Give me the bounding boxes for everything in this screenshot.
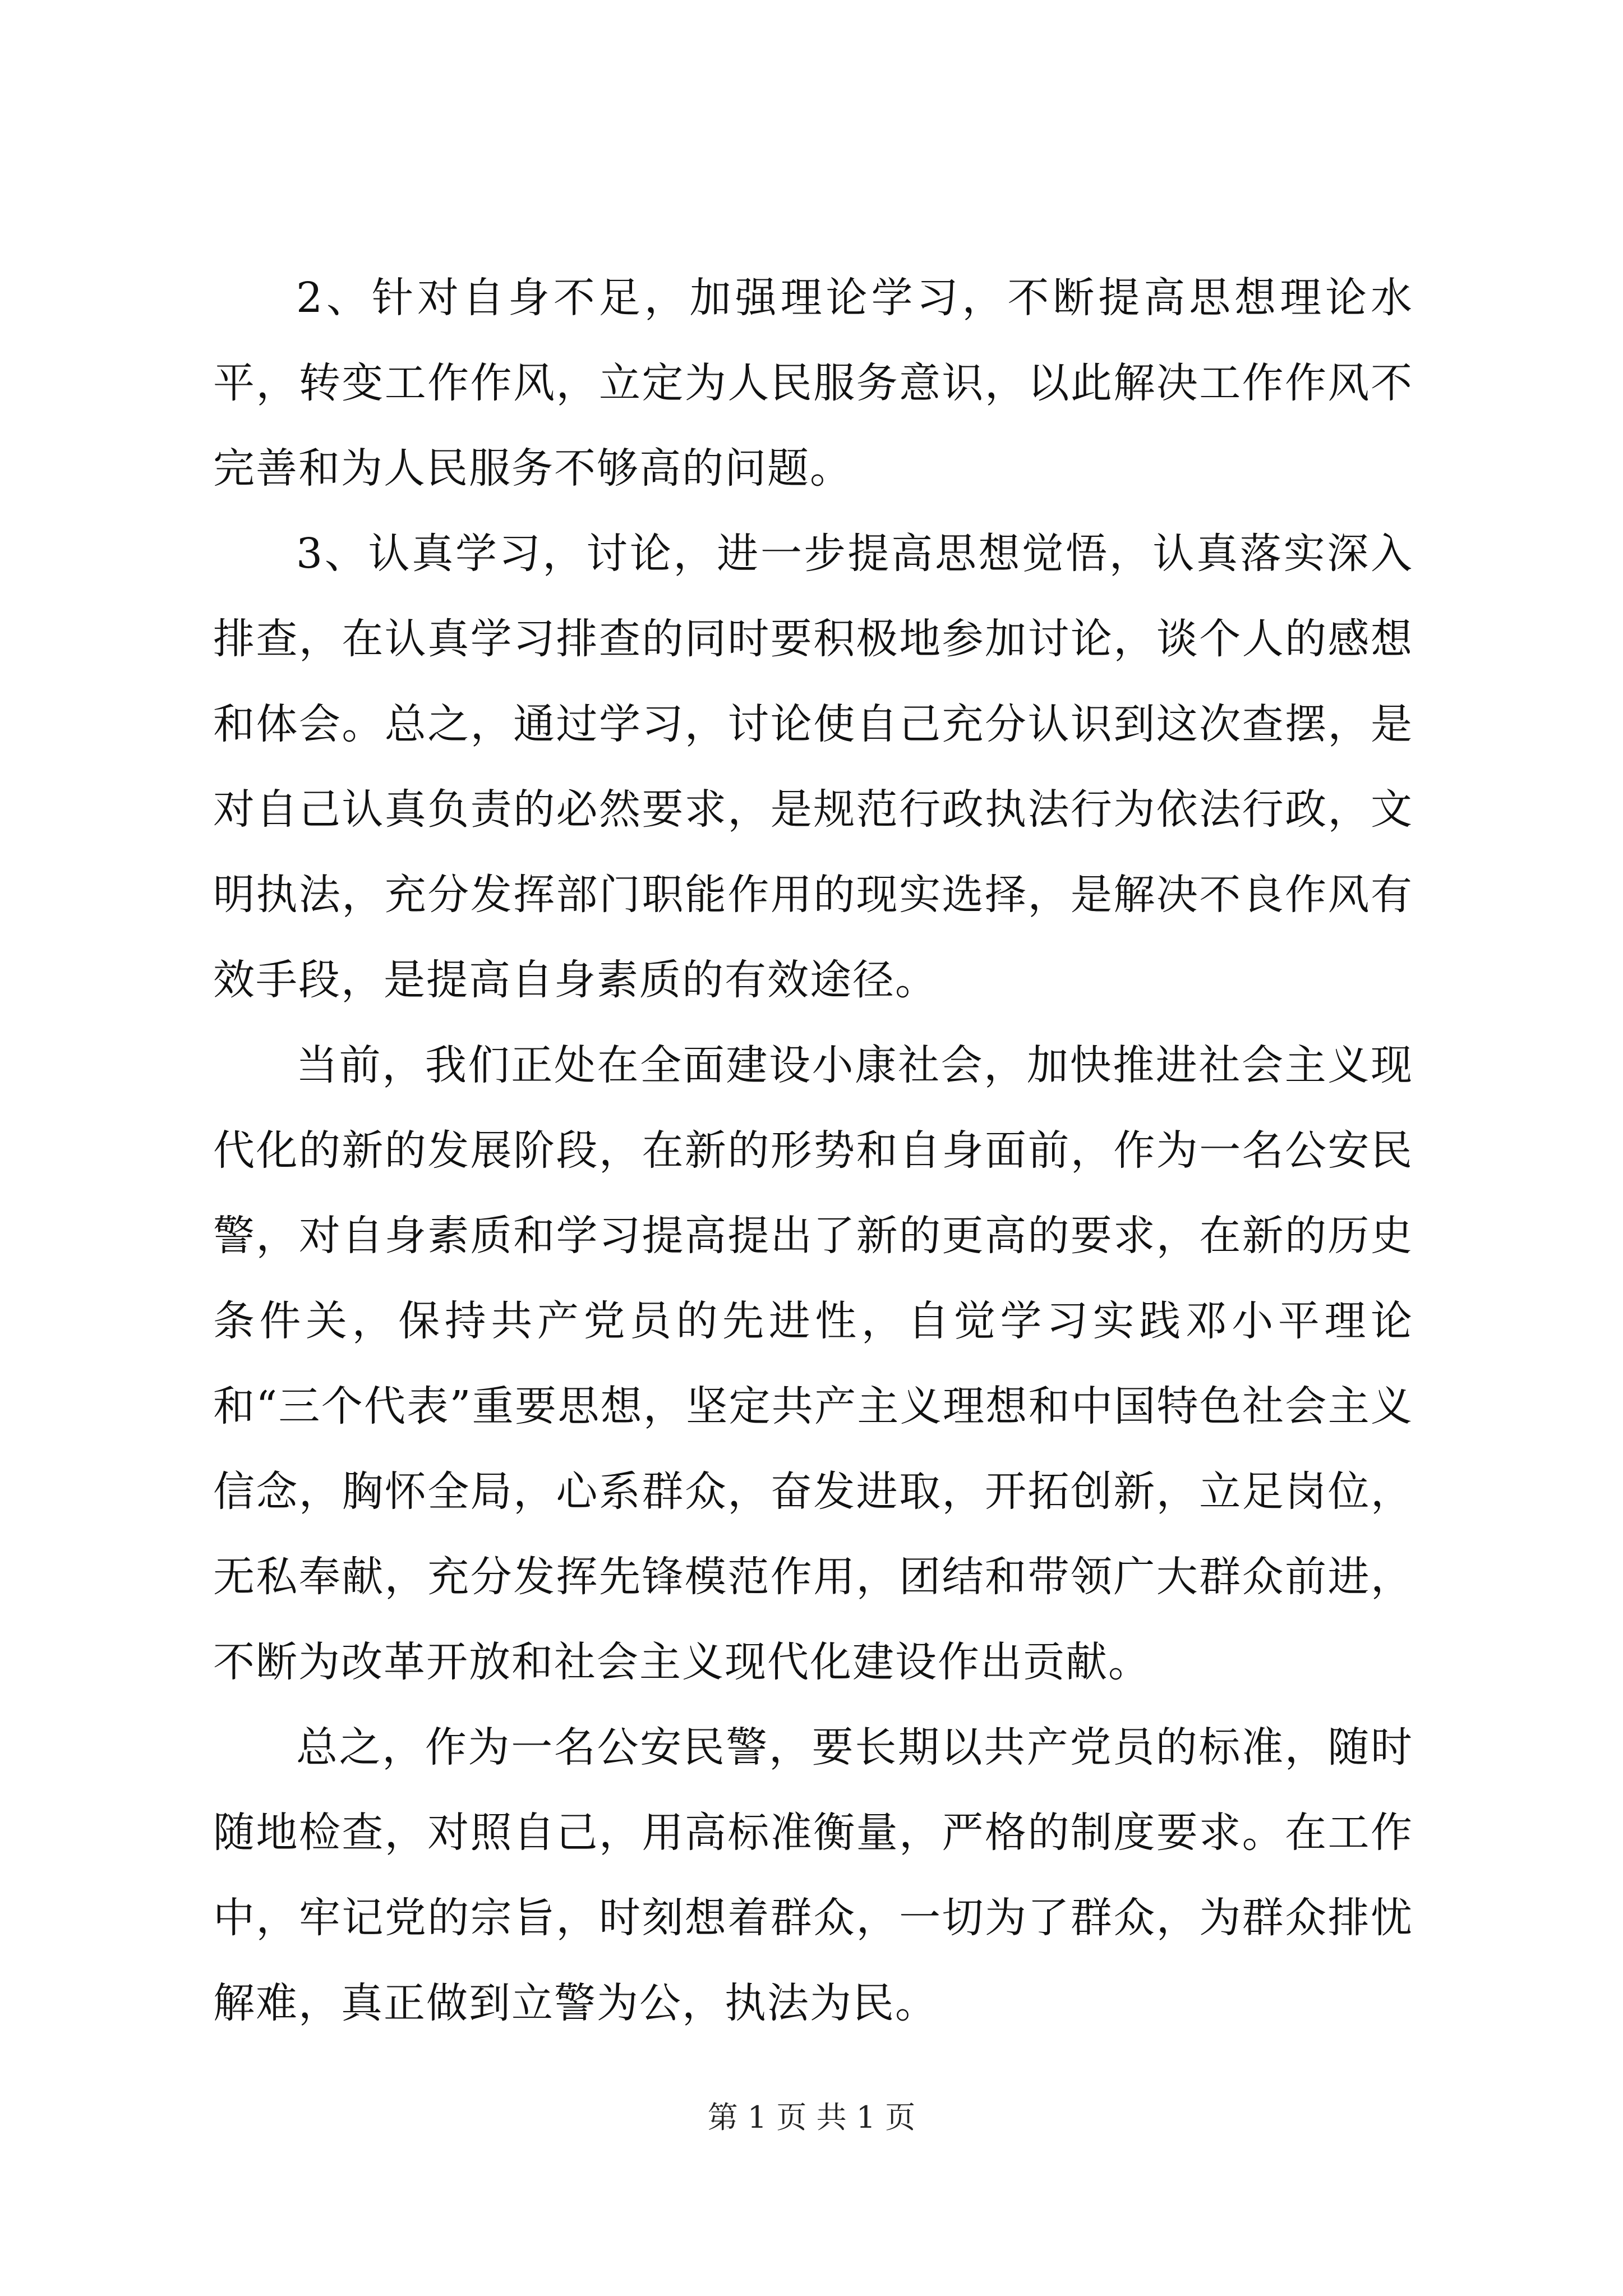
paragraph-conclusion: 总之，作为一名公安民警，要长期以共产党员的标准，随时随地检查，对照自己，用高标准衡量，严格的制度要求。在工作中，牢记党的宗旨，时刻想着群众，一切为了群众，为群众排忧解难，真正做到立警为公，执法为民。 [213, 1723, 1413, 2027]
page-footer: 第 1 页 共 1 页 [707, 2100, 916, 2135]
paragraph-current-situation: 当前，我们正处在全面建设小康社会，加快推进社会主义现代化的新的发展阶段，在新的形势和自身面前，作为一名公安民警，对自身素质和学习提高提出了新的更高的要求，在新的历史条件关，保持共产党员的先进性，自觉学习实践邓小平理论和“三个代表”重要思想，坚定共产主义理想和中国特色社会主义信念，胸怀全局，心系群众，奋发进取，开拓创新，立足岗位，无私奉献，充分发挥先锋模范作用，团结和带领广大群众前进，不断为改革开放和社会主义现代化建设作出贡献。 [213, 1041, 1413, 1686]
paragraph-3: 3、认真学习，讨论，进一步提高思想觉悟，认真落实深入排查，在认真学习排查的同时要积极地参加讨论，谈个人的感想和体会。总之，通过学习，讨论使自己充分认识到这次查摆，是对自己认真负责的必然要求，是规范行政执法行为依法行政，文明执法，充分发挥部门职能作用的现实选择，是解决不良作风有效手段，是提高自身素质的有效途径。 [213, 530, 1413, 1004]
document-body [213, 255, 1413, 2046]
paragraph-2: 2、针对自身不足，加强理论学习，不断提高思想理论水平，转变工作作风，立定为人民服务意识，以此解决工作作风不完善和为人民服务不够高的问题。 [213, 274, 1413, 493]
